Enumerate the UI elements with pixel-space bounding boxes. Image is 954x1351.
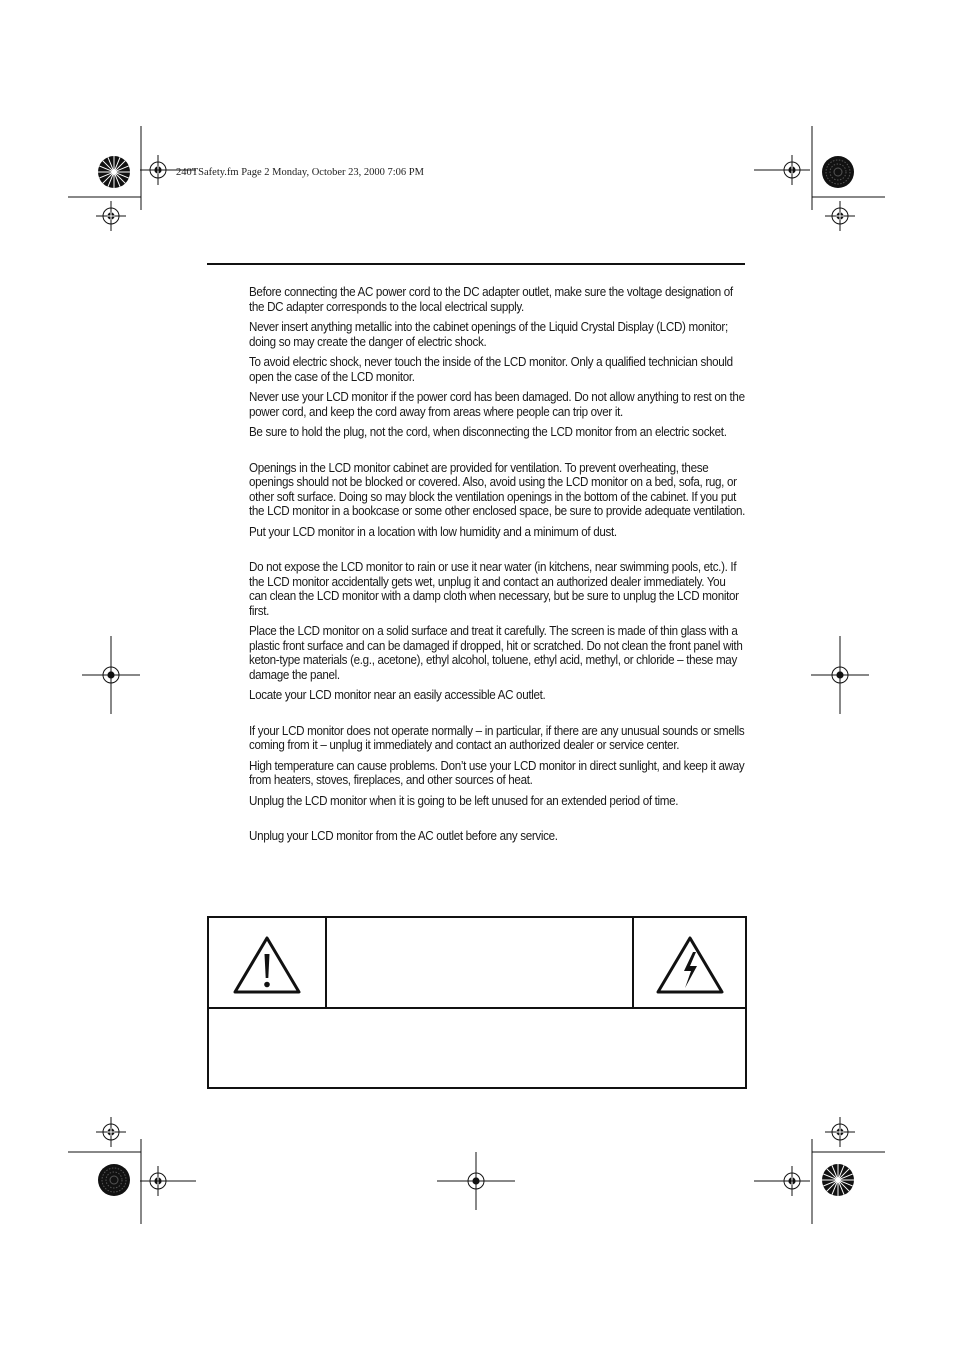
- paragraph: High temperature can cause problems. Don’t use your LCD monitor in direct sunlight, and keep it away from heaters, stoves, fireplaces, and other sources of heat.: [249, 758, 745, 787]
- paragraph: Do not expose the LCD monitor to rain or use it near water (in kitchens, near swimming pools, etc.). If the LCD monitor accidentally gets wet, unplug it and contact an authorized dealer immediately. You can clean the LCD monitor with a damp cloth when necessary, but be sure to unplug the LCD monitor first.: [249, 560, 739, 618]
- paragraph: Before connecting the AC power cord to the DC adapter outlet, make sure the voltage designation of the DC adapter corresponds to the local electrical supply.: [249, 285, 733, 314]
- paragraph: Unplug your LCD monitor from the AC outlet before any service.: [249, 829, 558, 843]
- paragraph: Locate your LCD monitor near an easily accessible AC outlet.: [249, 688, 546, 702]
- paragraph: Be sure to hold the plug, not the cord, when disconnecting the LCD monitor from an electric socket.: [249, 425, 727, 439]
- paragraph: Unplug the LCD monitor when it is going to be left unused for an extended period of time.: [249, 793, 679, 808]
- paragraph: To avoid electric shock, never touch the inside of the LCD monitor. Only a qualified technician should open the case of the LCD monitor.: [249, 355, 733, 384]
- paragraph: Never use your LCD monitor if the power cord has been damaged. Do not allow anything to rest on the power cord, and keep the cord away from areas where people can trip over it.: [249, 390, 745, 419]
- paragraph: If your LCD monitor does not operate normally – in particular, if there are any unusual sounds or smells coming from it – unplug it immediately and contact an authorized dealer or service center.: [249, 723, 745, 752]
- print-slug-line: 240TSafety.fm Page 2 Monday, October 23, 2000 7:06 PM: [176, 167, 424, 178]
- paragraph: Put your LCD monitor in a location with low humidity and a minimum of dust.: [249, 524, 617, 539]
- paragraph: Place the LCD monitor on a solid surface and treat it carefully. The screen is made of thin glass with a plastic front surface and can be damaged if dropped, hit or scratched. Do not clean the front panel with keton-type materials (e.g., acetone), ethyl alcohol, toluene, ethyl acid, methyl, or chloride – these may damage the panel.: [249, 624, 743, 682]
- paragraph: Never insert anything metallic into the cabinet openings of the Liquid Crystal Display (LCD) monitor; doing so may create the danger of electric shock.: [249, 320, 728, 349]
- paragraph: Openings in the LCD monitor cabinet are provided for ventilation. To prevent overheating, these openings should not be blocked or covered. Also, avoid using the LCD monitor on a bed, sofa, rug, or other soft surface. Doing so may block the ventilation openings in the bottom of the cabinet. If you put the LCD monitor in a bookcase or some other enclosed space, be sure to provide adequate ventilation.: [249, 460, 746, 518]
